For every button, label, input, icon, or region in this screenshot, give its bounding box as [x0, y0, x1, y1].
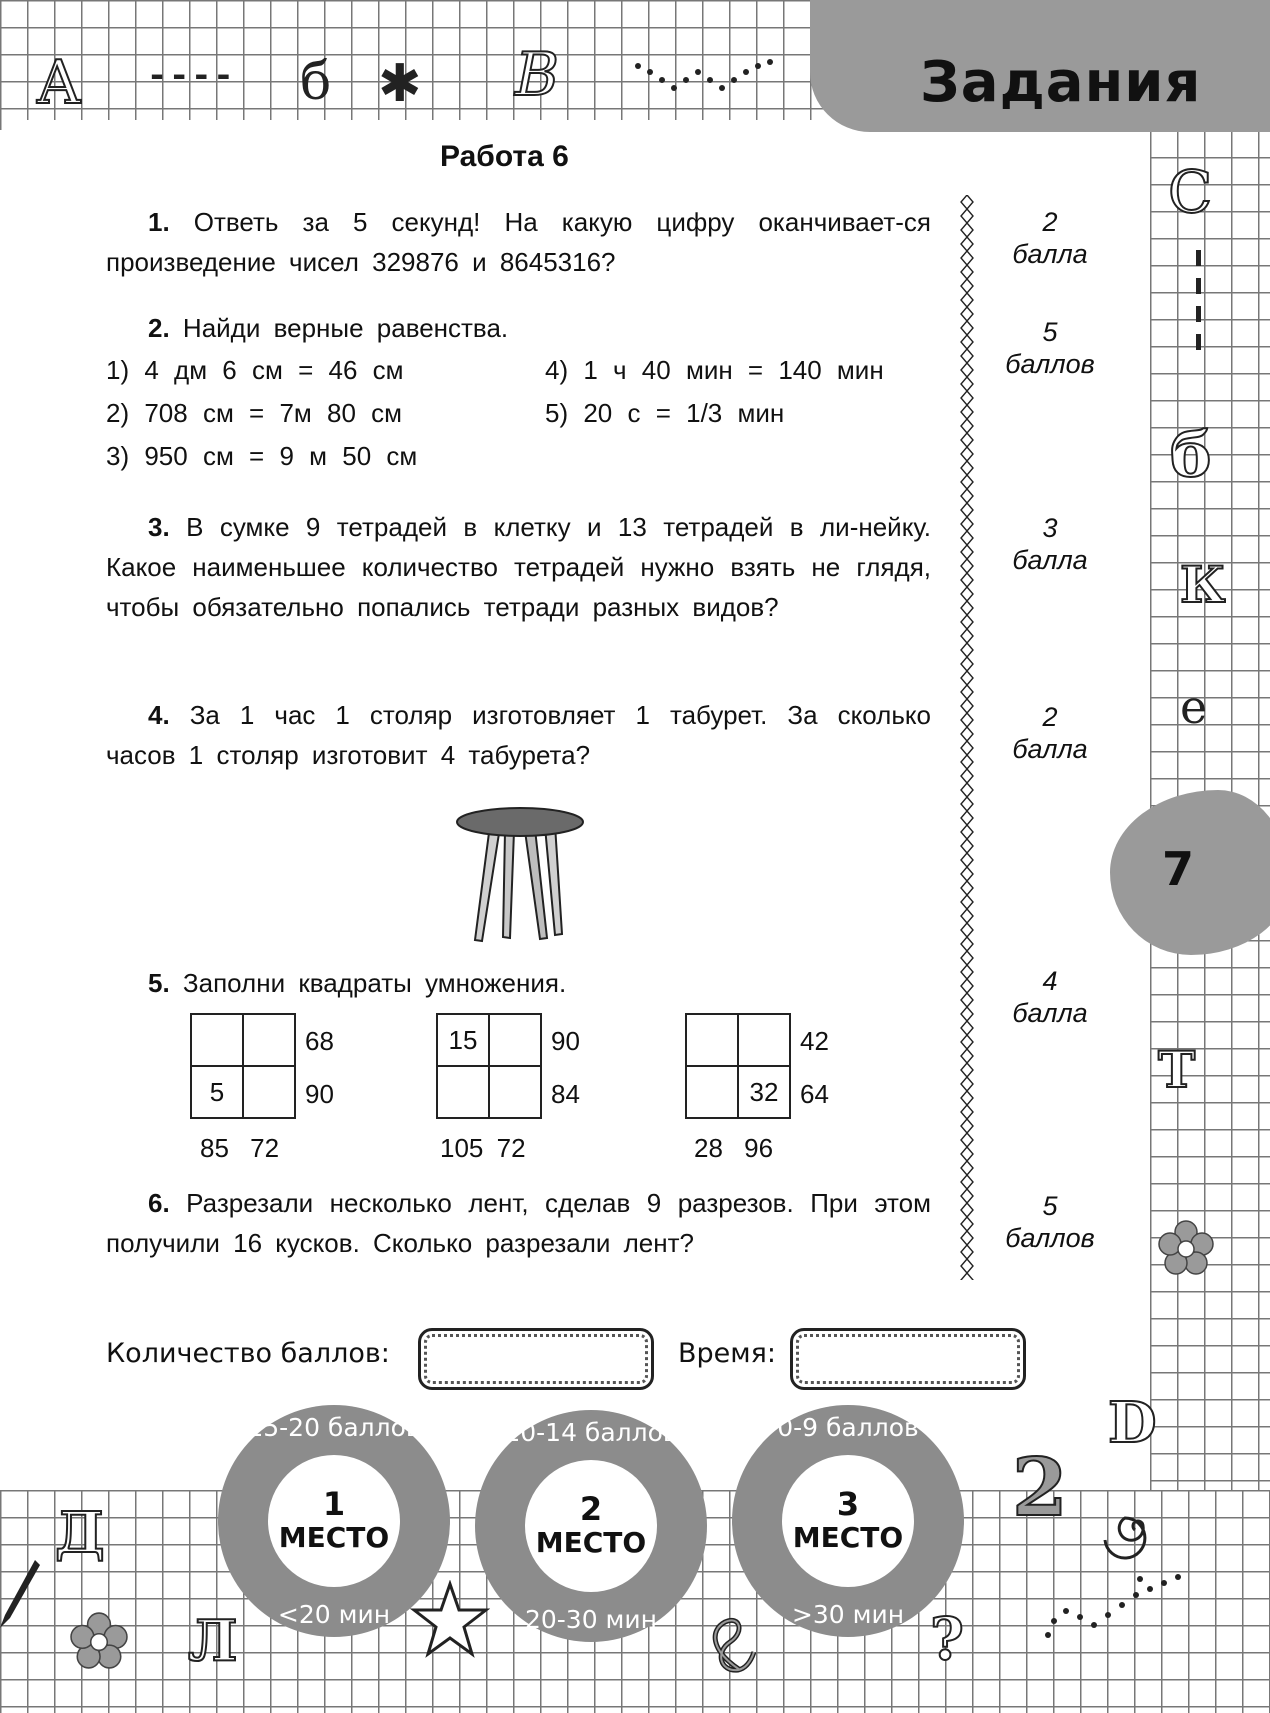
flower-icon	[70, 1612, 128, 1670]
task-6-points	[980, 1190, 1120, 1254]
star-icon	[410, 1580, 490, 1660]
task-text: Заполни квадраты умножения.	[182, 968, 567, 998]
row-product: 84	[551, 1079, 580, 1109]
multiplication-square	[190, 1013, 296, 1119]
points-value: 5	[1042, 1191, 1058, 1221]
letter-a-decoration: А	[36, 48, 82, 118]
badge-time: >30 мин	[791, 1600, 905, 1629]
task-1	[106, 202, 931, 282]
place-word: МЕСТО	[792, 1521, 904, 1554]
letter-b-side-decoration: б	[1170, 418, 1212, 491]
points-word: балла	[1012, 734, 1088, 764]
letter-b-decoration: б	[300, 52, 332, 112]
square-cell[interactable]	[489, 1014, 541, 1066]
badge-center	[268, 1455, 400, 1587]
row-product: 68	[305, 1026, 334, 1056]
equation-2: 2) 708 см = 7м 80 см	[106, 398, 403, 428]
points-value: 4	[1042, 966, 1058, 996]
place-number: 3	[836, 1485, 860, 1523]
letter-s-decoration: С	[1168, 158, 1213, 226]
task-text: Разрезали несколько лент, сделав 9 разрезов. При этом получили 16 кусков. Сколько разрезали лент?	[106, 1188, 931, 1258]
points-value: 5	[1042, 317, 1058, 347]
time-input[interactable]	[790, 1328, 1026, 1390]
task-5	[106, 963, 931, 1003]
task-1-points	[980, 206, 1120, 270]
points-label: Количество баллов:	[106, 1338, 390, 1369]
square-cell[interactable]	[489, 1066, 541, 1118]
time-label: Время:	[678, 1338, 776, 1369]
points-word: балла	[1012, 998, 1088, 1028]
multiplication-square	[436, 1013, 542, 1119]
square-cell[interactable]	[686, 1014, 738, 1066]
place-badge-2	[475, 1410, 707, 1642]
task-3	[106, 507, 931, 627]
row-product: 90	[551, 1026, 580, 1056]
square-cell[interactable]	[191, 1014, 243, 1066]
page-title: Задания	[920, 50, 1202, 115]
task-number: 4.	[148, 700, 170, 730]
star-decoration: ✱	[378, 54, 422, 114]
badge-range: 10-14 баллов	[504, 1418, 678, 1447]
place-badge-3	[732, 1405, 964, 1637]
badge-center	[525, 1460, 657, 1592]
task-number: 5.	[148, 968, 170, 998]
place-word: МЕСТО	[535, 1526, 647, 1559]
task-3-points	[980, 512, 1120, 576]
square-cell[interactable]	[437, 1066, 489, 1118]
letter-e-decoration: е	[1180, 680, 1208, 734]
task-number: 3.	[148, 512, 170, 542]
task-text: В сумке 9 тетрадей в клетку и 13 тетрадей в ли-нейку. Какое наименьшее количество тетрадей нужно взять не глядя, чтобы обязательно попались тетради разных видов?	[106, 512, 931, 622]
task-number: 6.	[148, 1188, 170, 1218]
task-number: 2.	[148, 313, 170, 343]
letter-d-latin-decoration: D	[1108, 1390, 1157, 1456]
task-text: За 1 час 1 столяр изготовляет 1 табурет. За сколько часов 1 столяр изготовит 4 табурета?	[106, 700, 931, 770]
letter-d-decoration: Д	[55, 1500, 105, 1566]
place-number: 1	[322, 1485, 346, 1523]
letter-k-decoration: К	[1180, 555, 1226, 614]
task-4-points	[980, 701, 1120, 765]
flower-icon	[1158, 1220, 1214, 1276]
badge-time: <20 мин	[277, 1600, 391, 1629]
dots-bottom-right-decoration	[1040, 1565, 1190, 1645]
points-input[interactable]	[418, 1328, 654, 1390]
task-number: 1.	[148, 207, 170, 237]
number-two-decoration: 2	[1012, 1440, 1068, 1534]
square-cell[interactable]	[243, 1066, 295, 1118]
task-text: Ответь за 5 секунд! На какую цифру оканчивает-ся произведение чисел 329876 и 8645316?	[106, 207, 931, 277]
spiral-decoration	[1100, 1500, 1170, 1560]
task-6	[106, 1183, 931, 1263]
stool-illustration	[445, 805, 595, 945]
question-mark-decoration: ?	[930, 1605, 964, 1673]
points-word: балла	[1012, 239, 1088, 269]
multiplication-square	[685, 1013, 791, 1119]
equation-5: 5) 20 с = 1/3 мин	[545, 398, 785, 428]
equation-1: 1) 4 дм 6 см = 46 см	[106, 355, 404, 385]
pen-icon	[0, 1560, 40, 1630]
column-products: 85 72	[200, 1133, 280, 1163]
row-product: 64	[800, 1079, 829, 1109]
badge-center	[782, 1455, 914, 1587]
letter-t-decoration: Т	[1158, 1040, 1196, 1099]
square-cell[interactable]	[738, 1014, 790, 1066]
equation-4: 4) 1 ч 40 мин = 140 мин	[545, 355, 884, 385]
row-product: 42	[800, 1026, 829, 1056]
column-products: 105 72	[440, 1133, 526, 1163]
task-text: Найди верные равенства.	[182, 313, 509, 343]
letter-v-decoration: В	[515, 40, 560, 110]
column-products: 28 96	[694, 1133, 774, 1163]
points-value: 2	[1042, 207, 1058, 237]
equation-3: 3) 950 см = 9 м 50 см	[106, 441, 418, 471]
place-number: 2	[579, 1490, 603, 1528]
points-word: балла	[1012, 545, 1088, 575]
task-2-points	[980, 316, 1120, 380]
task-5-points	[980, 965, 1120, 1029]
square-cell[interactable]	[686, 1066, 738, 1118]
points-value: 2	[1042, 702, 1058, 732]
task-2	[106, 308, 931, 348]
square-cell[interactable]	[243, 1014, 295, 1066]
badge-range: 0-9 баллов	[777, 1413, 919, 1442]
row-product: 90	[305, 1079, 334, 1109]
points-word: баллов	[1005, 349, 1095, 379]
points-value: 3	[1042, 513, 1058, 543]
square-cell[interactable]: 5	[191, 1066, 243, 1118]
zigzag-divider	[960, 195, 974, 1280]
dash-decoration: ----	[150, 55, 239, 95]
square-cell[interactable]: 32	[738, 1066, 790, 1118]
task-4	[106, 695, 931, 775]
badge-range: 15-20 баллов	[247, 1413, 421, 1442]
page-number: 7	[1162, 842, 1195, 896]
work-title: Работа 6	[440, 140, 569, 173]
side-dash-decoration	[1196, 250, 1201, 360]
points-word: баллов	[1005, 1223, 1095, 1253]
letter-l-decoration: Л	[188, 1608, 238, 1674]
square-cell[interactable]: 15	[437, 1014, 489, 1066]
place-word: МЕСТО	[278, 1521, 390, 1554]
badge-time: 20-30 мин	[524, 1605, 658, 1634]
ampersand-decoration	[700, 1610, 760, 1680]
dots-decoration	[630, 58, 780, 108]
